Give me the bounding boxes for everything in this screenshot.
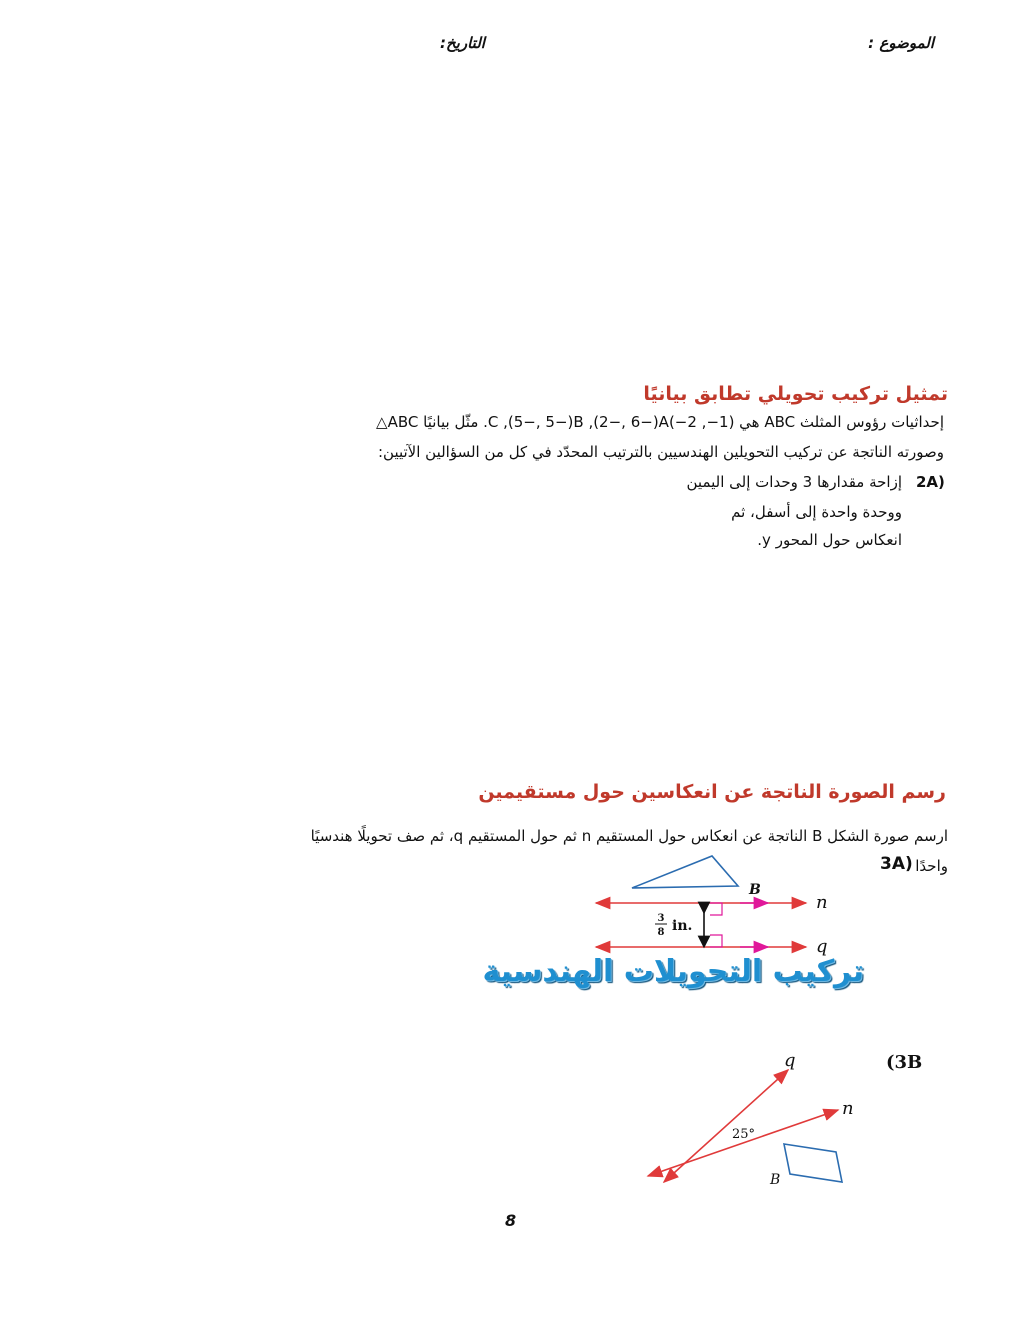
section1-title: تمثيل تركيب تحويلي تطابق بيانيًا [643,383,948,405]
right-angle-n [710,903,722,915]
question-2a-label: 2A) [916,473,945,491]
shape-b-parallelogram [784,1144,842,1182]
angle-label: 25° [732,1127,756,1142]
figure-3a [590,850,840,960]
figure3a-line-q-label: q [816,936,828,957]
right-angle-q [710,935,722,947]
question-3b-label: (3B [886,1052,923,1073]
section2-line1: ارسم صورة الشكل B الناتجة عن انعكاس حول المستقيم n ثم حول المستقيم q، ثم صف تحويلًا هندسيًا [310,827,948,845]
figure3b-line-q-label: q [784,1050,796,1071]
figure3b-line-n-label: n [842,1098,854,1119]
figure3a-shape-label: B [749,882,761,898]
distance-numerator: 3 [657,913,665,924]
section1-line1: إحداثيات رؤوس المثلث ABC هي (1−, 2−)C ,(5−, 5−)B ,(2−, 6−)A. مثّل بيانيًا ABC△ [376,413,944,431]
line-q-3b [664,1070,788,1182]
section2-title: رسم الصورة الناتجة عن انعكاسين حول مستقيمين [478,781,946,803]
banner-title: تركيب التحويلات الهندسية [482,954,864,989]
date-label: التاريخ: [440,34,485,52]
question-2a-line3: انعكاس حول المحور y. [757,531,902,549]
section1-line2: وصورته الناتجة عن تركيب التحويلين الهندسيين بالترتيب المحدّد في كل من السؤالين الآتيين: [377,443,944,461]
figure-3b [636,1048,866,1198]
question-2a-line2: ووحدة واحدة إلى أسفل، ثم [731,503,902,521]
line-n-3b [648,1110,838,1176]
shape-b-triangle [632,856,738,888]
page-number: 8 [505,1211,517,1230]
distance-denominator: 8 [657,927,665,938]
figure3a-line-n-label: n [816,892,828,913]
subject-label: الموضوع : [868,34,934,52]
section2-line2: واحدًا [915,857,948,875]
question-3a-label: 3A) [880,854,913,874]
figure3b-shape-label: B [770,1172,781,1188]
distance-unit: in. [672,918,693,934]
question-2a-line1: إزاحة مقدارها 3 وحدات إلى اليمين [686,473,902,491]
